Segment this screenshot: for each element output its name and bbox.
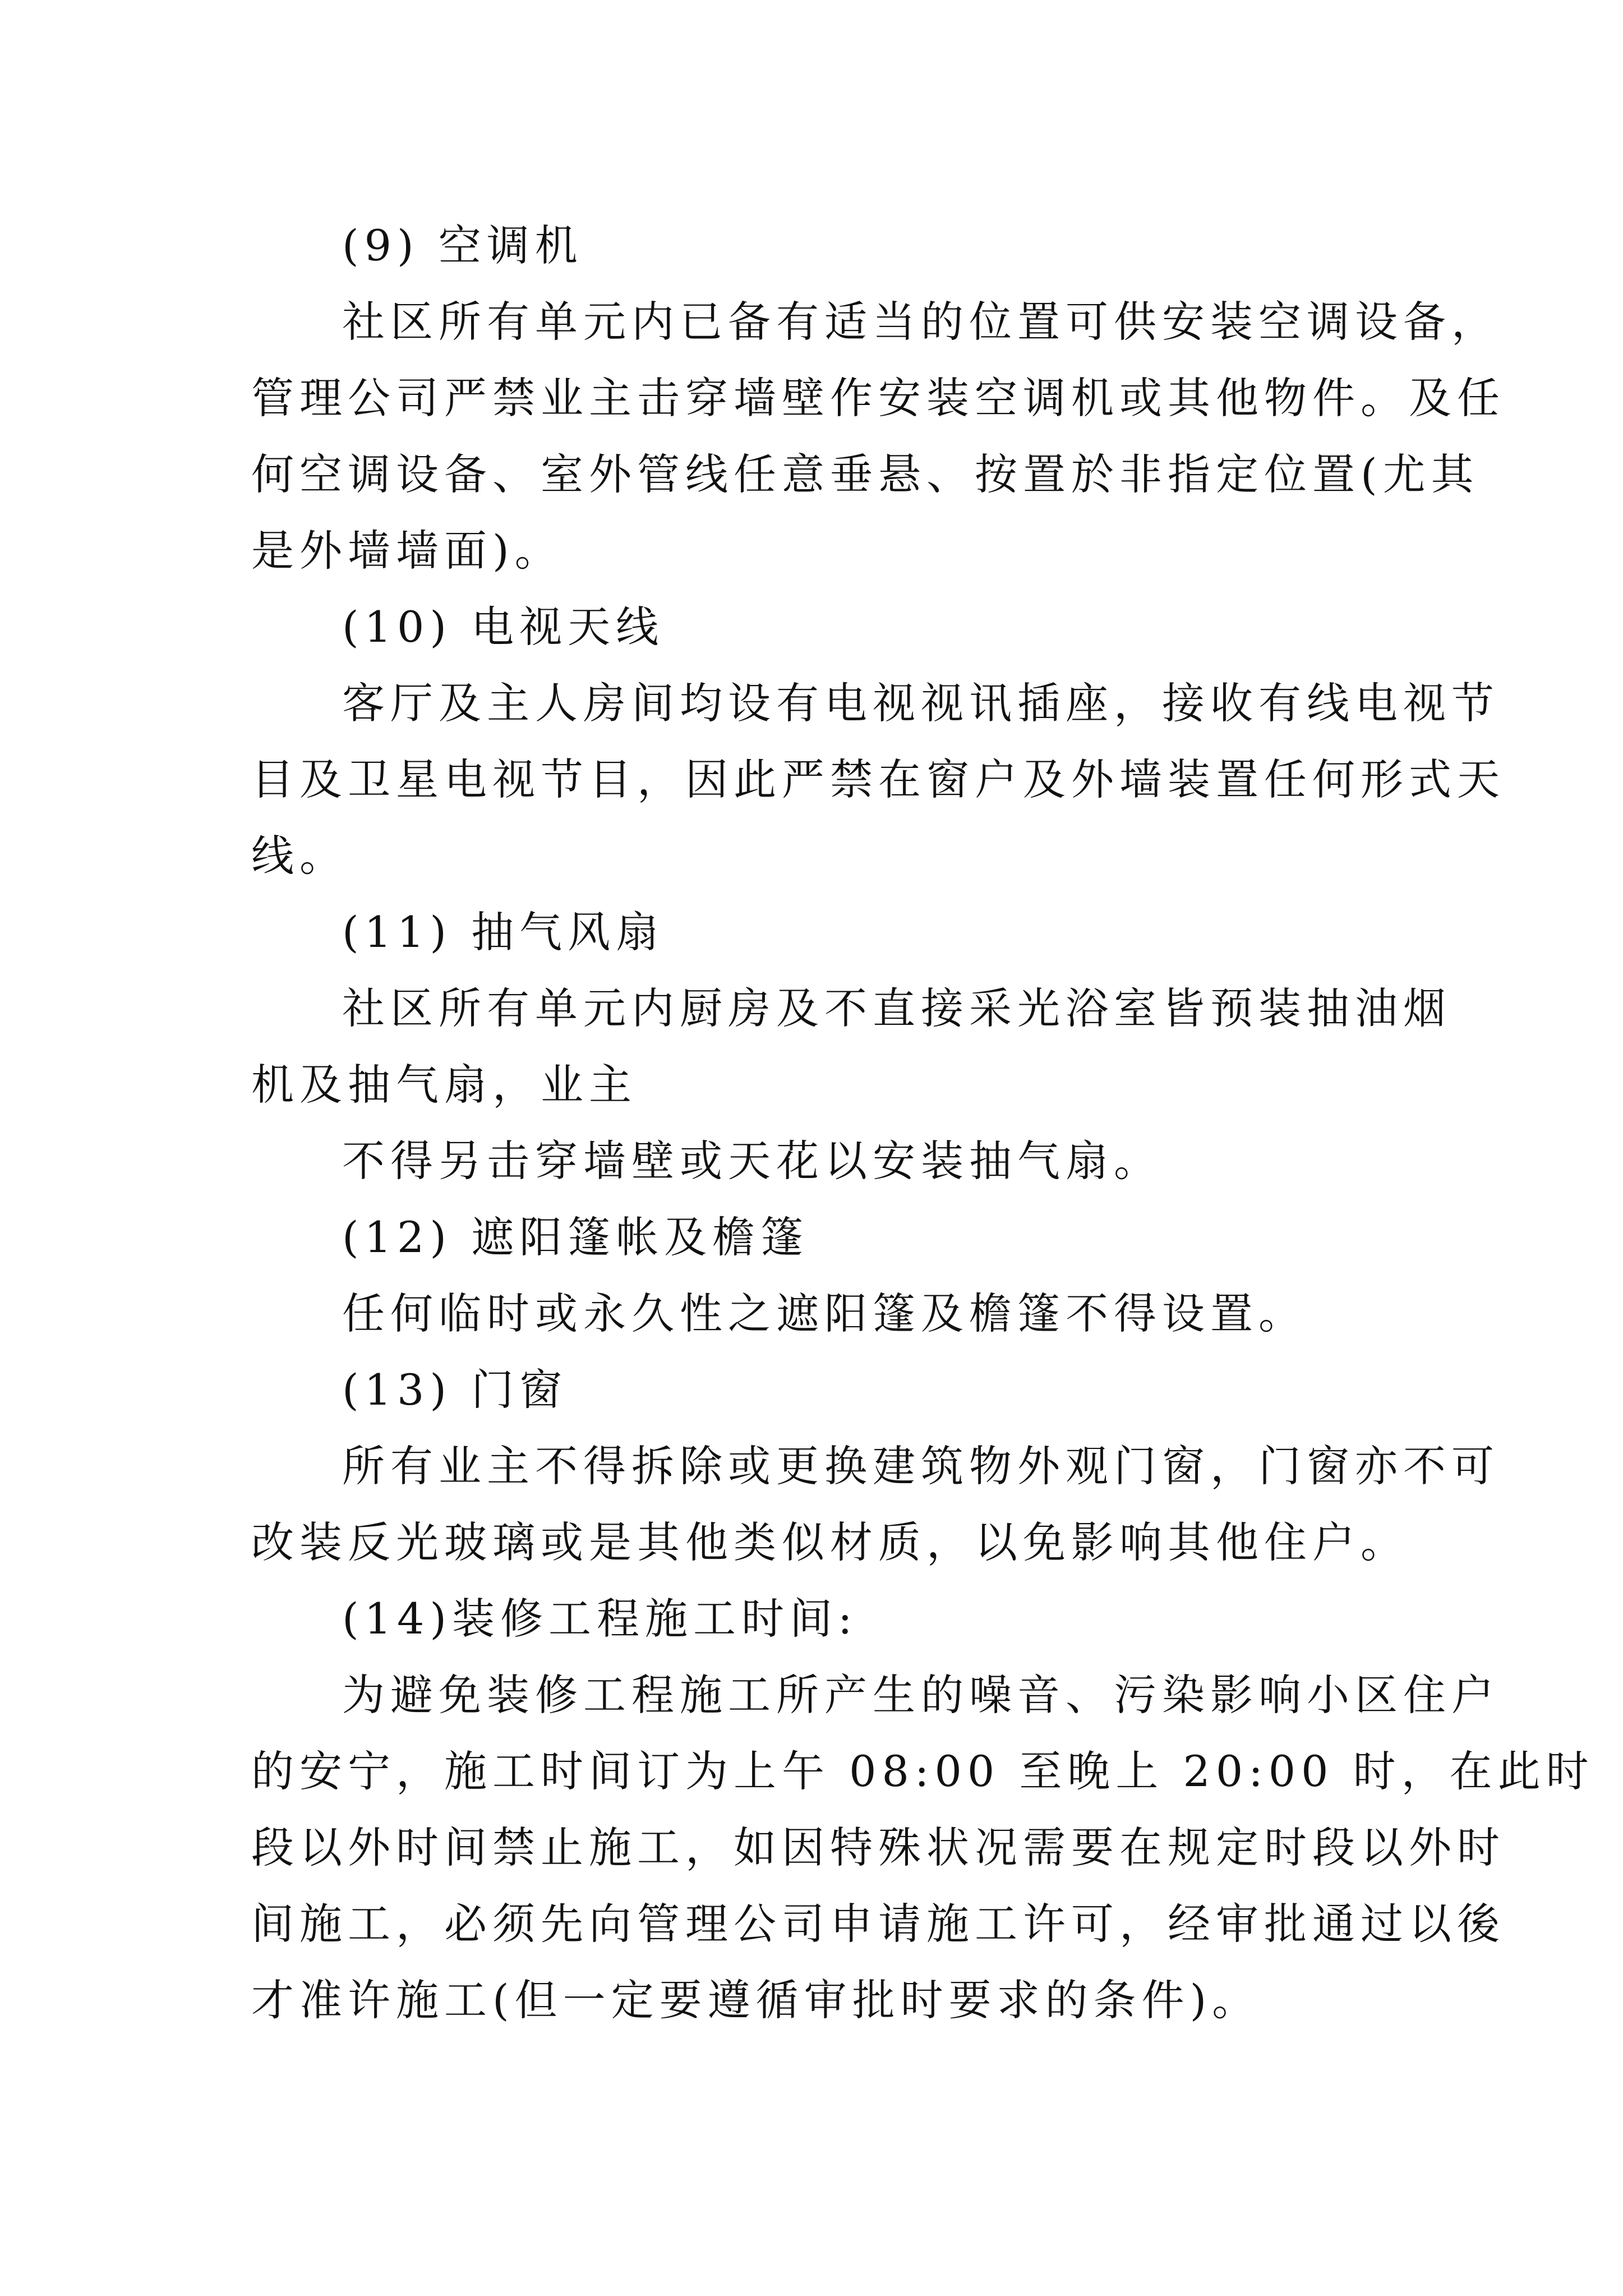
paragraph-line: 目及卫星电视节目，因此严禁在窗户及外墙装置任何形式天 — [251, 754, 1505, 804]
section-heading-doors-windows: (13) 门窗 — [342, 1365, 568, 1415]
section-heading-renovation-hours: (14)装修工程施工时间: — [342, 1594, 858, 1644]
paragraph-line: 何空调设备、室外管线任意垂悬、按置於非指定位置(尤其 — [251, 449, 1479, 499]
paragraph-line: 管理公司严禁业主击穿墙壁作安装空调机或其他物件。及任 — [251, 373, 1505, 423]
section-heading-air-conditioner: (9) 空调机 — [342, 220, 583, 270]
paragraph-line: 不得另击穿墙壁或天花以安装抽气扇。 — [342, 1136, 1162, 1186]
section-heading-exhaust-fan: (11) 抽气风扇 — [342, 907, 665, 957]
paragraph-line: 社区所有单元内已备有适当的位置可供安装空调设备， — [342, 297, 1500, 347]
section-heading-awnings: (12) 遮阳篷帐及檐篷 — [342, 1212, 809, 1262]
paragraph-line: 社区所有单元内厨房及不直接采光浴室皆预装抽油烟 — [342, 983, 1451, 1033]
document-body — [251, 208, 1594, 2039]
paragraph-line: 改装反光玻璃或是其他类似材质，以免影响其他住户。 — [251, 1517, 1409, 1567]
paragraph-line: 为避免装修工程施工所产生的噪音、污染影响小区住户 — [342, 1670, 1500, 1720]
paragraph-line: 所有业主不得拆除或更换建筑物外观门窗，门窗亦不可 — [342, 1441, 1500, 1491]
paragraph-line: 是外墙墙面)。 — [251, 526, 563, 576]
paragraph-line: 间施工，必须先向管理公司申请施工许可，经审批通过以後 — [251, 1899, 1505, 1949]
paragraph-line: 的安宁，施工时间订为上午 08:00 至晚上 20:00 时，在此时 — [251, 1746, 1594, 1796]
paragraph-line: 才准许施工(但一定要遵循审批时要求的条件)。 — [251, 1975, 1261, 2025]
paragraph-line: 任何临时或永久性之遮阳篷及檐篷不得设置。 — [342, 1289, 1307, 1338]
paragraph-line: 机及抽气扇，业主 — [251, 1060, 637, 1110]
paragraph-line: 段以外时间禁止施工，如因特殊状况需要在规定时段以外时 — [251, 1823, 1505, 1872]
paragraph-line: 客厅及主人房间均设有电视视讯插座，接收有线电视节 — [342, 678, 1500, 728]
section-heading-tv-antenna: (10) 电视天线 — [342, 602, 665, 652]
paragraph-line: 线。 — [251, 831, 348, 881]
